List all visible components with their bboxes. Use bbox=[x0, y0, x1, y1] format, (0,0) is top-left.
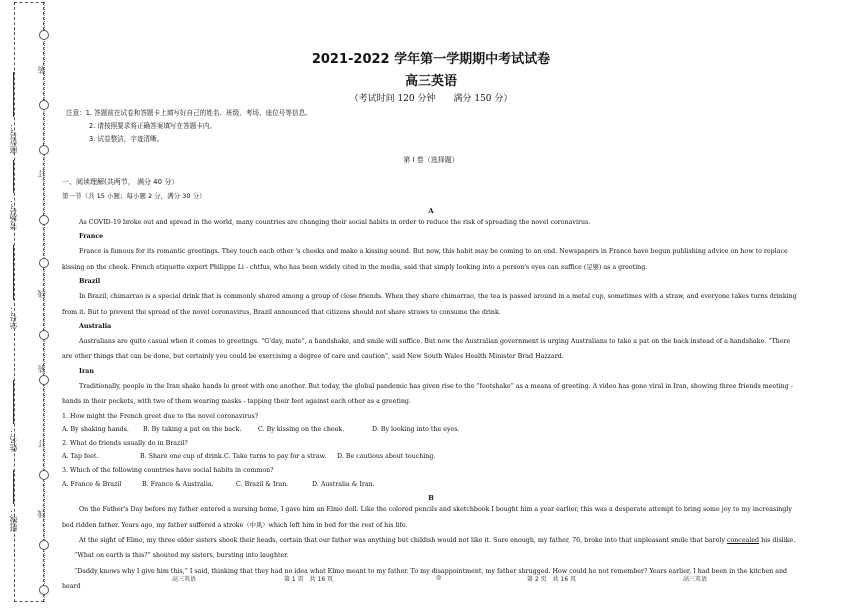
binding-mark-xian-2: 线 bbox=[37, 510, 46, 518]
binding-mark-zhuang-2: 装 bbox=[37, 365, 46, 373]
part-heading: 第一节（共 15 小题；每小题 2 分，满分 30 分） bbox=[62, 192, 206, 200]
student-id-line bbox=[13, 245, 14, 300]
passage-a-heading-brazil: Brazil bbox=[79, 278, 101, 286]
option-2d: D. Be cautious about touching. bbox=[337, 453, 436, 461]
option-2c: C. Take turns to pay for a straw. bbox=[224, 453, 327, 461]
notice-item-3: 3. 试卷整洁，字迹清晰。 bbox=[89, 135, 164, 143]
exam-room-label: 考场号： bbox=[9, 198, 18, 230]
passage-a-letter: A bbox=[428, 207, 434, 215]
passage-a-paragraph-brazil: In Brazil, chimarrao is a special drink that is commonly shared among a group of close friends. When they share chimarrao, the tea is passed around in a metal cup, sometimes with a straw, and everyone takes turns drinking from it. But to prevent the spread of the novel coronavirus, Brazil announced that citizens should not share straws to consume the drink. bbox=[62, 293, 797, 316]
name-label: 姓名： bbox=[9, 428, 18, 452]
option-1c: C. By kissing on the cheek. bbox=[258, 426, 345, 434]
passage-b-p2-end: his dislike. bbox=[759, 537, 796, 545]
option-3d: D. Australia & Iran. bbox=[312, 480, 375, 488]
option-1a: A. By shaking hands. bbox=[62, 426, 129, 434]
binding-margin bbox=[0, 0, 60, 608]
footer-subject-right: 高三英语 bbox=[683, 576, 708, 583]
footer-subject-left: 高三英语 bbox=[172, 576, 197, 583]
binding-hole bbox=[39, 30, 49, 40]
passage-b-paragraph-3: “What on earth is this?” shouted my sisters, bursting into laughter. bbox=[74, 552, 289, 560]
passage-b-p2-start: At the sight of Elmo, my three elder sisters shook their heads, certain that our father was anything but childish would not like it. Sure enough, my father, 76, broke into that unpleasant smile that barely bbox=[79, 537, 727, 545]
exam-room-line bbox=[13, 160, 14, 193]
binding-hole bbox=[39, 145, 49, 155]
question-1-options bbox=[62, 423, 800, 437]
binding-hole bbox=[39, 100, 49, 110]
footer-page-left: 第 1 页 共 16 页 bbox=[284, 576, 334, 583]
question-3-options bbox=[62, 478, 800, 492]
binding-mark-ding-2: 订 bbox=[37, 440, 46, 448]
underlined-word: concealed bbox=[726, 537, 760, 545]
seat-number-label: 座位号： bbox=[9, 122, 18, 154]
passage-b-paragraph-2 bbox=[62, 533, 800, 548]
exam-title: 2021-2022 学年第一学期期中考试试卷 bbox=[311, 52, 551, 67]
name-line bbox=[13, 380, 14, 424]
option-1d: D. By looking into the eyes. bbox=[372, 426, 460, 434]
binding-hole bbox=[39, 585, 49, 595]
passage-b-letter: B bbox=[428, 494, 434, 503]
passage-b-paragraph-4: “Daddy knows why I give him this,” I said, thinking that they had no idea what Elmo meant to my father. To my disappointment, my father shrugged. How could he not remember? Years earlier, I had been in the kitchen and heard bbox=[62, 567, 788, 591]
exam-notice bbox=[62, 107, 800, 146]
passage-a-heading-iran: Iran bbox=[79, 367, 94, 375]
passage-b-paragraph-1: On the Father's Day before my father entered a nursing home, I gave him an Elmo doll. Like the colored pencils and sketchbook I bought him a year earlier, this was a desperate attempt to bring some joy to my increasingly bed ridden father. Years ago, my father suffered a stroke（中风）which left him in bed for the rest of his life. bbox=[62, 506, 792, 529]
binding-hole bbox=[39, 330, 49, 340]
class-line bbox=[13, 470, 14, 504]
seat-number-line bbox=[13, 72, 14, 117]
question-1: 1. How might the French greet due to the novel coronavirus? bbox=[62, 412, 259, 420]
exam-page bbox=[62, 48, 800, 595]
binding-mark-xian: 线 bbox=[37, 290, 46, 298]
passage-a-paragraph-australia: Australians are quite casual when it comes to greetings. “G'day, mate”, a handshake, and smile will suffice. But now the Australian government is urging Australians to take a pat on the back instead of a handshake. “There are other things that can be done, but certainly you could be exercising a degree of care and caution", said New South Wales Health Minister Brad Hazzard. bbox=[62, 338, 791, 361]
volume-heading: 第 I 卷（选择题） bbox=[403, 156, 459, 164]
question-2-options bbox=[62, 450, 800, 464]
notice-item-2: 2. 请按照要求将正确答案填写在答题卡内。 bbox=[89, 122, 217, 130]
passage-a-intro: As COVID-19 broke out and spread in the world, many countries are changing their social habits in order to reduce the risk of spreading the novel coronavirus. bbox=[79, 219, 591, 226]
passage-a-heading-australia: Australia bbox=[79, 323, 112, 331]
notice-item-1: 注意：1. 答题前在试卷和答题卡上填写好自己的姓名、班级、考场、座位号等信息。 bbox=[66, 109, 312, 117]
question-2: 2. What do friends usually do in Brazil? bbox=[62, 439, 188, 447]
section-heading: 一、阅读理解(共两节， 满分 40 分） bbox=[62, 178, 179, 186]
student-id-label: 学号： bbox=[9, 305, 18, 329]
binding-hole bbox=[39, 470, 49, 480]
binding-mark-zhuang: 装 bbox=[37, 66, 46, 74]
option-3c: C. Brazil & Iran. bbox=[236, 480, 289, 488]
question-3: 3. Which of the following countries have social habits in common? bbox=[62, 467, 274, 475]
exam-subject: 高三英语 bbox=[404, 74, 457, 89]
binding-hole bbox=[39, 375, 49, 385]
passage-a-paragraph-france: France is famous for its romantic greetings. They touch each other 's cheeks and make a kissing sound. But now, this habit may be coming to an end. Newspapers in France have begun publishing advice on how to replace kissing on the cheek. French etiquette expert Philippe Li - chtfus, who has been widely cited in the media, said that simply looking into a person's eyes can suffice (足够) as a greeting. bbox=[62, 248, 788, 271]
option-2b: B. Share one cup of drink. bbox=[140, 453, 224, 461]
footer-center-mark: ◎ bbox=[436, 574, 442, 581]
passage-a-paragraph-iran: Traditionally, people in the Iran shake hands lo greet with one another. But today, the global pandemic has given rise to the “footshake” as a means of greeting. A video has gone viral in Iran, showing three friends meeting - hands in their pockets, with two of them wearing masks - tapping their feet against each other as a greeting. bbox=[62, 382, 793, 406]
binding-mark-ding: 订 bbox=[37, 170, 46, 178]
class-label: 班级： bbox=[9, 508, 18, 532]
option-2a: A. Tap feet. bbox=[62, 453, 99, 461]
passage-a-heading-france: France bbox=[79, 233, 104, 241]
footer-page-right: 第 2 页 共 16 页 bbox=[527, 576, 577, 583]
option-3b: B. France & Australia. bbox=[142, 480, 214, 488]
binding-hole bbox=[39, 215, 49, 225]
binding-hole bbox=[39, 540, 49, 550]
option-3a: A. France & Brazil bbox=[62, 480, 122, 488]
option-1b: B. By taking a pat on the back. bbox=[143, 426, 242, 434]
exam-time-score: （考试时间 120 分钟 满分 150 分） bbox=[349, 94, 513, 104]
binding-hole bbox=[39, 258, 49, 268]
